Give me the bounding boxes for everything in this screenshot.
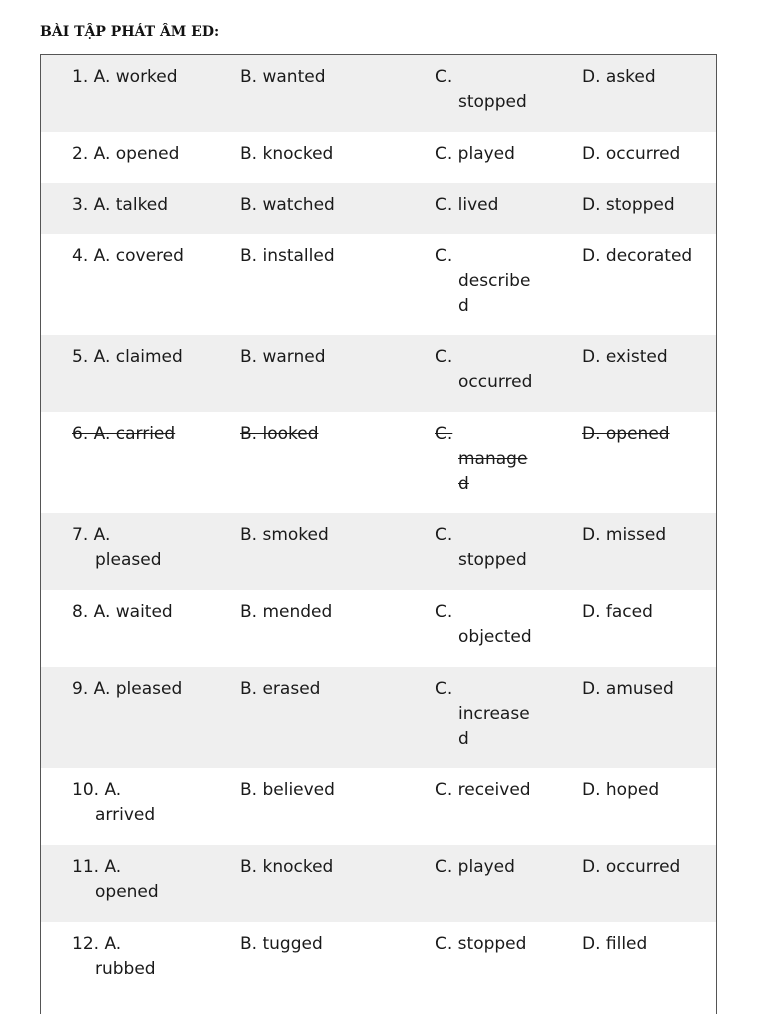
option-text: D. stopped (582, 195, 675, 215)
option-text: D. decorated (582, 246, 693, 266)
option-a (72, 244, 197, 269)
option-text: B. tugged (240, 934, 323, 954)
option-text-continued: stopped (458, 92, 527, 112)
option-text-continued: increase (458, 704, 530, 724)
option-text: D. missed (582, 525, 667, 545)
option-text: D. amused (582, 679, 674, 699)
option-text: C. (435, 246, 453, 266)
option-text: D. asked (582, 67, 656, 87)
option-text: B. warned (240, 347, 326, 367)
option-text: C. (435, 602, 453, 622)
option-text: D. faced (582, 602, 653, 622)
option-b (240, 523, 405, 548)
option-text: D. filled (582, 934, 648, 954)
option-text-continued: rubbed (95, 959, 156, 979)
option-b (240, 422, 405, 447)
option-text: 3. A. talked (72, 195, 169, 215)
option-text: B. knocked (240, 144, 334, 164)
option-c (435, 600, 547, 650)
option-text: C. played (435, 857, 515, 877)
option-b (240, 855, 405, 880)
question-row (41, 132, 716, 183)
option-text-continued: manage (458, 449, 528, 469)
option-b (240, 600, 405, 625)
option-text-continued: d (458, 474, 469, 494)
option-text-continued: opened (95, 882, 159, 902)
question-row (41, 234, 716, 335)
option-text: 6. A. carried (72, 424, 176, 444)
option-d (582, 778, 716, 803)
option-a (72, 778, 197, 828)
option-a (72, 932, 197, 982)
option-text: 2. A. opened (72, 144, 180, 164)
option-d (582, 523, 716, 548)
question-row (41, 922, 716, 999)
option-text: D. occurred (582, 857, 681, 877)
option-a (72, 142, 197, 167)
option-text-continued: d (458, 296, 469, 316)
option-text: D. existed (582, 347, 668, 367)
option-a (72, 677, 197, 702)
exercise-table (40, 54, 717, 1014)
option-a (72, 523, 197, 573)
option-text-continued: pleased (95, 550, 162, 570)
option-text: 12. A. (72, 934, 122, 954)
option-text: C. played (435, 144, 515, 164)
option-c (435, 677, 547, 752)
option-text: D. hoped (582, 780, 660, 800)
option-text: 8. A. waited (72, 602, 173, 622)
page-title: BÀI TẬP PHÁT ÂM ED: (40, 24, 220, 40)
option-d (582, 193, 716, 218)
option-b (240, 778, 405, 803)
option-d (582, 855, 716, 880)
option-text: C. lived (435, 195, 499, 215)
option-text: B. watched (240, 195, 335, 215)
option-text: C. (435, 347, 453, 367)
option-d (582, 932, 716, 957)
option-c (435, 142, 547, 167)
option-text: C. (435, 424, 453, 444)
option-a (72, 600, 197, 625)
option-d (582, 422, 716, 447)
option-b (240, 345, 405, 370)
option-c (435, 932, 547, 957)
option-text: B. smoked (240, 525, 329, 545)
question-row (41, 183, 716, 234)
option-text: 7. A. (72, 525, 111, 545)
option-b (240, 932, 405, 957)
option-text: D. occurred (582, 144, 681, 164)
option-b (240, 193, 405, 218)
option-text: C. (435, 525, 453, 545)
option-text: B. wanted (240, 67, 326, 87)
option-text: B. looked (240, 424, 319, 444)
option-d (582, 600, 716, 625)
option-text-continued: d (458, 729, 469, 749)
option-text: 9. A. pleased (72, 679, 183, 699)
option-text: B. believed (240, 780, 335, 800)
option-a (72, 345, 197, 370)
option-b (240, 677, 405, 702)
option-text: C. received (435, 780, 531, 800)
option-text-continued: describe (458, 271, 531, 291)
option-c (435, 345, 547, 395)
option-b (240, 142, 405, 167)
question-row (41, 590, 716, 667)
option-text: B. mended (240, 602, 333, 622)
option-text-continued: objected (458, 627, 532, 647)
option-a (72, 65, 197, 90)
option-c (435, 65, 547, 115)
question-row (41, 845, 716, 922)
option-a (72, 855, 197, 905)
option-text: B. knocked (240, 857, 334, 877)
option-b (240, 244, 405, 269)
option-text: D. opened (582, 424, 670, 444)
option-text: 10. A. (72, 780, 122, 800)
option-d (582, 142, 716, 167)
option-text-continued: stopped (458, 550, 527, 570)
question-row (41, 667, 716, 768)
option-b (240, 65, 405, 90)
question-row (41, 335, 716, 412)
option-c (435, 523, 547, 573)
question-row (41, 55, 716, 132)
option-a (72, 422, 197, 447)
option-text: 1. A. worked (72, 67, 178, 87)
option-text: C. (435, 67, 453, 87)
option-text: 11. A. (72, 857, 122, 877)
option-text: 5. A. claimed (72, 347, 183, 367)
option-d (582, 677, 716, 702)
option-c (435, 193, 547, 218)
option-text: B. erased (240, 679, 321, 699)
option-text-continued: arrived (95, 805, 156, 825)
option-c (435, 778, 547, 803)
option-text-continued: occurred (458, 372, 533, 392)
question-row (41, 768, 716, 845)
option-c (435, 244, 547, 319)
option-text: C. stopped (435, 934, 527, 954)
option-text: 4. A. covered (72, 246, 184, 266)
option-d (582, 345, 716, 370)
option-text: C. (435, 679, 453, 699)
option-d (582, 244, 716, 269)
option-a (72, 193, 197, 218)
question-row (41, 412, 716, 513)
option-d (582, 65, 716, 90)
option-c (435, 855, 547, 880)
option-c (435, 422, 547, 497)
question-row (41, 513, 716, 590)
option-text: B. installed (240, 246, 335, 266)
